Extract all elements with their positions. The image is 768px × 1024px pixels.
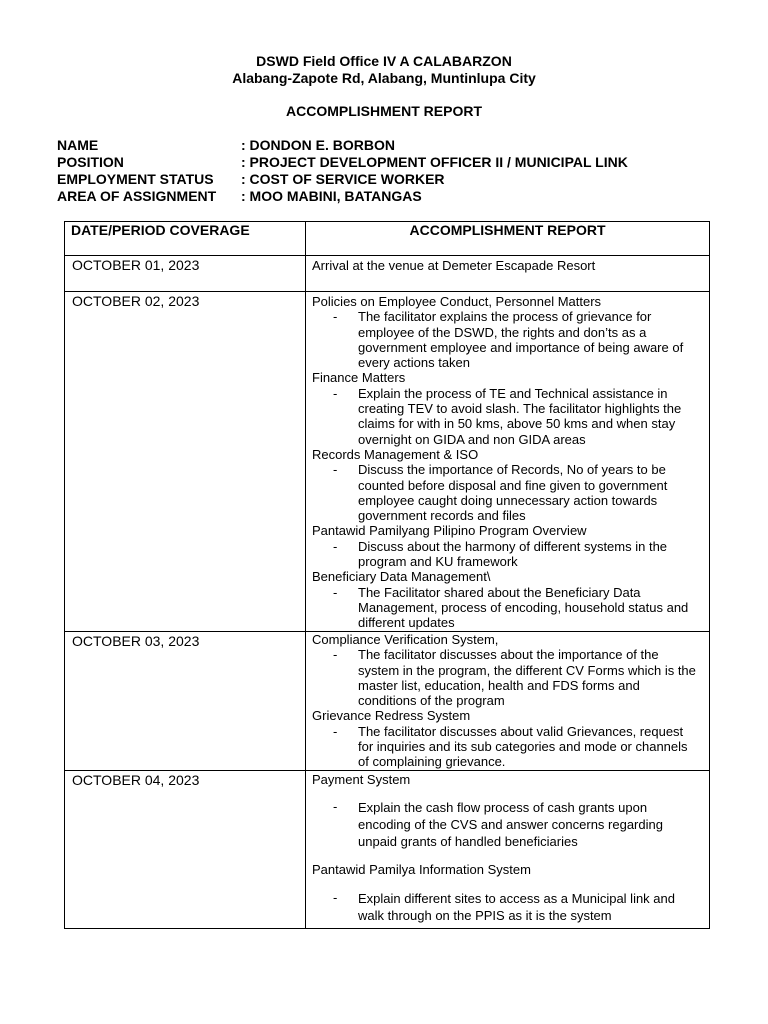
row-report	[306, 632, 710, 771]
column-header-date: DATE/PERIOD COVERAGE	[65, 222, 306, 256]
topic-title: Policies on Employee Conduct, Personnel Matters	[312, 294, 602, 309]
bullet-text: Explain the cash flow process of cash grants upon encoding of the CVS and answer concerns regarding unpaid grants of handled beneficiaries	[358, 800, 663, 850]
table-row	[65, 256, 710, 292]
info-label: POSITION	[57, 154, 124, 170]
table-header-row	[65, 222, 710, 256]
topic-title: Finance Matters	[312, 370, 406, 386]
info-label: EMPLOYMENT STATUS	[57, 171, 214, 187]
bullet-item	[312, 890, 701, 924]
bullet-item	[312, 309, 701, 370]
topic-title: Records Management & ISO	[312, 446, 479, 462]
row-report	[306, 771, 710, 929]
info-label: NAME	[57, 137, 99, 153]
bullet-text: Explain different sites to access as a Municipal link and walk through on the PPIS as it is the system	[358, 890, 675, 923]
info-row-name	[57, 137, 628, 154]
row-date: OCTOBER 03, 2023	[65, 632, 306, 771]
bullet-item	[312, 585, 701, 631]
dash-bullet: -	[333, 799, 338, 815]
bullet-item	[312, 647, 701, 708]
employee-info	[57, 137, 628, 205]
info-row-employment-status	[57, 171, 628, 188]
accomplishment-table	[64, 221, 710, 929]
spacer	[312, 850, 701, 862]
column-header-report: ACCOMPLISHMENT REPORT	[306, 222, 710, 256]
bullet-item	[312, 462, 701, 523]
bullet-item	[312, 386, 701, 447]
dash-bullet: -	[333, 309, 338, 325]
bullet-text: The facilitator discusses about valid Grievances, request for inquiries and its sub categories and mode or channels of complaining grievance.	[358, 723, 688, 770]
dash-bullet: -	[333, 723, 338, 739]
spacer	[312, 878, 701, 890]
info-value: : COST OF SERVICE WORKER	[241, 171, 445, 187]
bullet-text: The facilitator explains the process of grievance for employee of the DSWD, the rights and don’ts as a government employee and importance of being aware of every actions taken	[358, 309, 684, 371]
bullet-item	[312, 799, 701, 850]
bullet-text: The Facilitator shared about the Beneficiary Data Management, process of encoding, household status and different updates	[358, 584, 689, 631]
dash-bullet: -	[333, 889, 338, 905]
info-value: : PROJECT DEVELOPMENT OFFICER II / MUNICIPAL LINK	[241, 154, 628, 170]
info-value: : DONDON E. BORBON	[241, 137, 395, 153]
topic-title: Pantawid Pamilya Information System	[312, 862, 531, 878]
row-date: OCTOBER 02, 2023	[65, 292, 306, 632]
info-label: AREA OF ASSIGNMENT	[57, 188, 217, 204]
bullet-text: The facilitator discusses about the importance of the system in the program, the different CV Forms which is the master list, education, health and FDS forms and conditions of the program	[358, 647, 696, 709]
row-date: OCTOBER 04, 2023	[65, 771, 306, 929]
topic-title: Beneficiary Data Management\	[312, 569, 491, 585]
bullet-item	[312, 724, 701, 770]
office-address: Alabang-Zapote Rd, Alabang, Muntinlupa City	[232, 70, 536, 86]
topic-title: Compliance Verification System,	[312, 632, 499, 647]
dash-bullet: -	[333, 538, 338, 554]
office-name: DSWD Field Office IV A CALABARZON	[256, 53, 512, 69]
row-report	[306, 256, 710, 292]
bullet-text: Discuss about the harmony of different systems in the program and KU framework	[358, 538, 668, 570]
topic-title: Grievance Redress System	[312, 708, 471, 724]
info-row-position	[57, 154, 628, 171]
info-row-area	[57, 188, 628, 205]
row-report	[306, 292, 710, 632]
table-row	[65, 632, 710, 771]
dash-bullet: -	[333, 647, 338, 663]
topic-title: Payment System	[312, 772, 411, 787]
report-title: ACCOMPLISHMENT REPORT	[286, 103, 482, 119]
bullet-item	[312, 539, 701, 570]
table-row	[65, 771, 710, 929]
dash-bullet: -	[333, 462, 338, 478]
table-row	[65, 292, 710, 632]
bullet-text: Discuss the importance of Records, No of years to be counted before disposal and fine given to government employee caught doing unnecessary action towards government records and files	[358, 462, 668, 524]
topic-title: Arrival at the venue at Demeter Escapade Resort	[312, 258, 596, 273]
dash-bullet: -	[333, 584, 338, 600]
row-date: OCTOBER 01, 2023	[65, 256, 306, 292]
bullet-text: Explain the process of TE and Technical assistance in creating TEV to avoid slash. The facilitator highlights the claims for with in 50 kms, above 50 kms and when stay overnight on GIDA and non GIDA areas	[358, 385, 682, 447]
spacer	[312, 787, 701, 799]
topic-title: Pantawid Pamilyang Pilipino Program Overview	[312, 523, 587, 539]
info-value: : MOO MABINI, BATANGAS	[241, 188, 422, 204]
dash-bullet: -	[333, 385, 338, 401]
